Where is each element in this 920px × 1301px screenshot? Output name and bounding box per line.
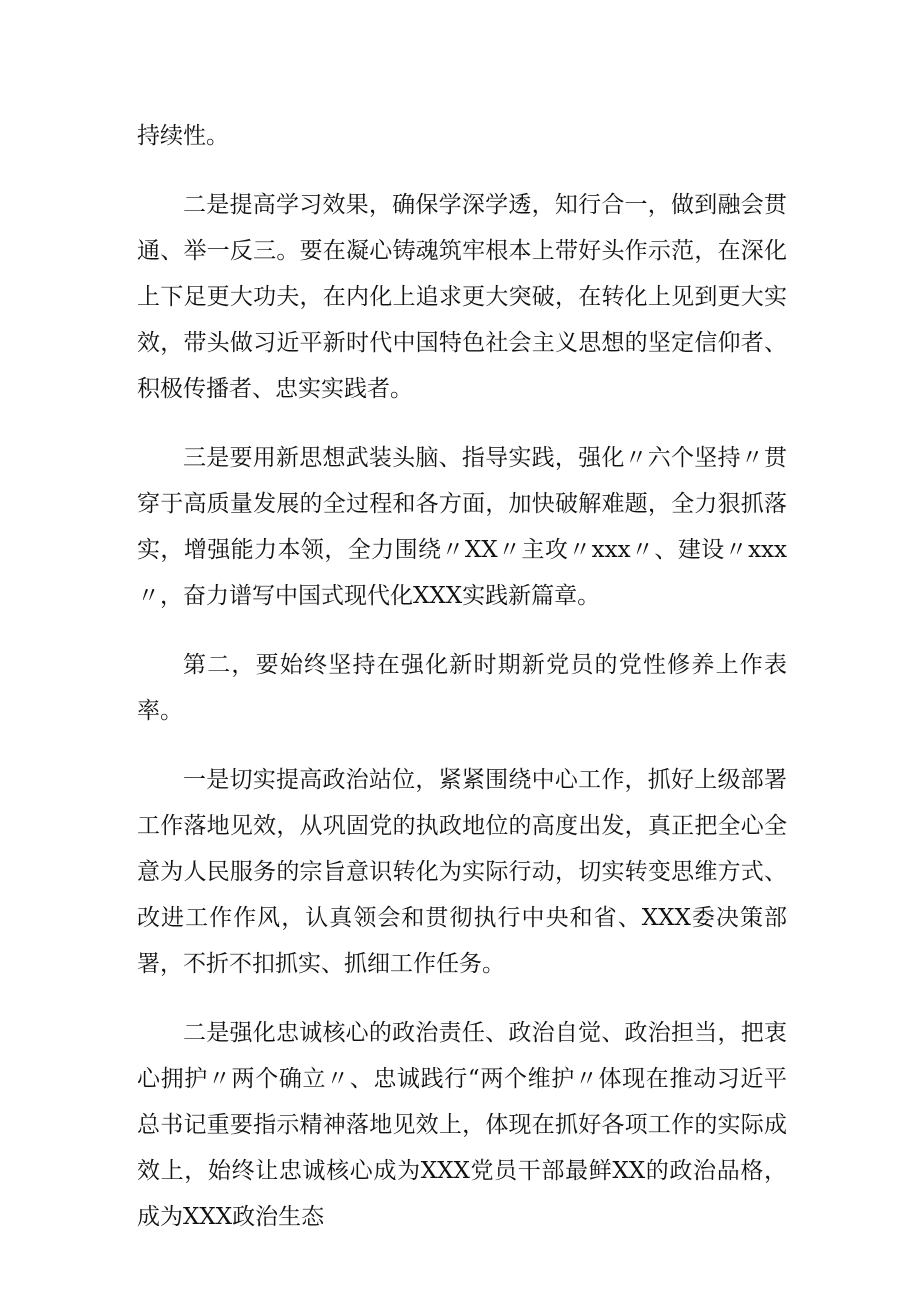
paragraph-loyalty-core: 二是强化忠诚核心的政治责任、政治自觉、政治担当，把衷心拥护〃两个确立〃、忠诚践行“两个维护〃体现在推动习近平总书记重要指示精神落地见效上，体现在抓好各项工作的实际成效上，始终让忠诚核心成为XXX党员干部最鲜XX的政治品格，成为XXX政治生态 bbox=[137, 1020, 787, 1230]
paragraph-section-two-heading: 第二，要始终坚持在强化新时期新党员的党性修养上作表率。 bbox=[137, 652, 787, 724]
paragraph-continuation: 持续性。 bbox=[137, 123, 229, 149]
paragraph-political-stance: 一是切实提高政治站位，紧紧围绕中心工作，抓好上级部署工作落地见效，从巩固党的执政地位的高度出发，真正把全心全意为人民服务的宗旨意识转化为实际行动，切实转变思维方式、改进工作作风，认真领会和贯彻执行中央和省、XXX委决策部署，不折不扣抓实、抓细工作任务。 bbox=[137, 767, 787, 977]
paragraph-new-thought: 三是要用新思想武装头脑、指导实践，强化〃六个坚持〃贯穿于高质量发展的全过程和各方面，加快破解难题，全力狠抓落实，增强能力本领，全力围绕〃XX〃主攻〃xxx〃、建设〃xxx〃，奋力谱写中国式现代化XXX实践新篇章。 bbox=[137, 445, 787, 609]
document-body bbox=[137, 113, 787, 1240]
paragraph-study-effect: 二是提高学习效果，确保学深学透，知行合一，做到融会贯通、举一反三。要在凝心铸魂筑牢根本上带好头作示范，在深化上下足更大功夫，在内化上追求更大突破，在转化上见到更大实效，带头做习近平新时代中国特色社会主义思想的坚定信仰者、积极传播者、忠实实践者。 bbox=[137, 192, 787, 402]
